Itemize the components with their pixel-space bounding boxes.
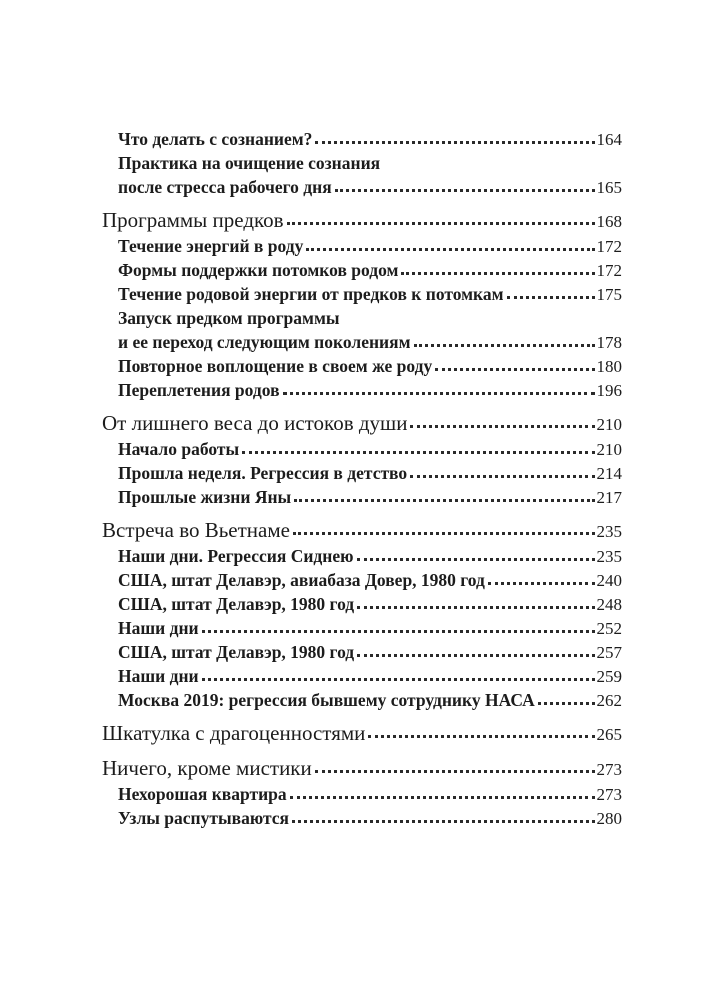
toc-entry-title: Ничего, кроме мистики — [102, 756, 312, 780]
toc-page-number: 262 — [596, 691, 622, 710]
toc-page-number: 180 — [596, 357, 622, 376]
toc-section-entry — [102, 151, 622, 175]
toc-section-entry — [102, 782, 622, 806]
toc-page-number: 165 — [596, 178, 622, 197]
toc-page-number: 259 — [596, 667, 622, 686]
toc-entry-title: Узлы распутываются — [118, 808, 290, 828]
toc-section-entry — [102, 568, 622, 592]
toc-dot-leader — [202, 630, 595, 633]
toc-page-number: 168 — [596, 212, 622, 231]
toc-section-entry — [102, 640, 622, 664]
toc-entry-title: Нехорошая квартира — [118, 784, 287, 804]
toc-dot-leader — [242, 451, 594, 454]
toc-chapter-entry — [102, 755, 622, 782]
toc-dot-leader — [435, 368, 594, 371]
toc-dot-leader — [283, 392, 595, 395]
toc-dot-leader — [357, 654, 594, 657]
toc-entry-title: Переплетения родов — [118, 380, 280, 400]
toc-entry-title: США, штат Делавэр, 1980 год — [118, 642, 355, 662]
toc-page-number: 210 — [596, 415, 622, 434]
toc-dot-leader — [335, 189, 595, 192]
toc-dot-leader — [292, 820, 594, 823]
toc-page-number: 164 — [596, 130, 622, 149]
toc-entry-title: США, штат Делавэр, авиабаза Довер, 1980 год — [118, 570, 485, 590]
toc-entry-title: Прошла неделя. Регрессия в детство — [118, 463, 408, 483]
toc-page-number: 235 — [596, 547, 622, 566]
toc-dot-leader — [401, 272, 594, 275]
toc-dot-leader — [315, 141, 594, 144]
toc-section-entry — [102, 175, 622, 199]
toc-page-number: 252 — [596, 619, 622, 638]
table-of-contents — [102, 127, 622, 830]
toc-entry-title: Программы предков — [102, 208, 284, 232]
toc-section-entry — [102, 544, 622, 568]
toc-section-entry — [102, 806, 622, 830]
toc-dot-leader — [293, 532, 595, 535]
toc-dot-leader — [414, 344, 595, 347]
toc-chapter-entry — [102, 720, 622, 747]
toc-page-number: 273 — [596, 785, 622, 804]
toc-entry-title: Что делать с сознанием? — [118, 129, 313, 149]
toc-page-number: 172 — [596, 237, 622, 256]
toc-dot-leader — [410, 425, 594, 428]
toc-entry-title: Начало работы — [118, 439, 240, 459]
toc-dot-leader — [306, 248, 594, 251]
toc-section-entry — [102, 592, 622, 616]
toc-page-number: 280 — [596, 809, 622, 828]
toc-page-number: 214 — [596, 464, 622, 483]
toc-section-entry — [102, 688, 622, 712]
toc-entry-title: Формы поддержки потомков родом — [118, 260, 399, 280]
toc-section-entry — [102, 437, 622, 461]
toc-section-entry — [102, 616, 622, 640]
toc-dot-leader — [290, 796, 595, 799]
toc-dot-leader — [287, 222, 595, 225]
toc-chapter-entry — [102, 410, 622, 437]
toc-dot-leader — [538, 702, 595, 705]
toc-entry-title: Прошлые жизни Яны — [118, 487, 292, 507]
toc-page-number: 273 — [596, 760, 622, 779]
toc-dot-leader — [410, 475, 594, 478]
toc-dot-leader — [202, 678, 595, 681]
toc-entry-title: Шкатулка с драгоценностями — [102, 721, 366, 745]
toc-section-entry — [102, 485, 622, 509]
toc-page-number: 240 — [596, 571, 622, 590]
toc-entry-title: Запуск предком программы — [118, 308, 340, 328]
toc-dot-leader — [357, 558, 595, 561]
toc-dot-leader — [357, 606, 594, 609]
toc-page-number: 196 — [596, 381, 622, 400]
toc-entry-title: США, штат Делавэр, 1980 год — [118, 594, 355, 614]
toc-entry-title: Встреча во Вьетнаме — [102, 518, 290, 542]
toc-page-number: 248 — [596, 595, 622, 614]
toc-section-entry — [102, 378, 622, 402]
toc-page-number: 217 — [596, 488, 622, 507]
toc-entry-title: Повторное воплощение в своем же роду — [118, 356, 433, 376]
toc-section-entry — [102, 282, 622, 306]
toc-dot-leader — [368, 735, 594, 738]
toc-dot-leader — [507, 296, 595, 299]
toc-section-entry — [102, 127, 622, 151]
toc-chapter-entry — [102, 517, 622, 544]
toc-page-number: 172 — [596, 261, 622, 280]
toc-entry-title: Практика на очищение сознания — [118, 153, 381, 173]
toc-page-number: 235 — [596, 522, 622, 541]
toc-entry-title: Наши дни — [118, 666, 199, 686]
toc-section-entry — [102, 234, 622, 258]
toc-dot-leader — [488, 582, 595, 585]
toc-section-entry — [102, 461, 622, 485]
toc-entry-title: и ее переход следующим поколениям — [118, 332, 411, 352]
toc-section-entry — [102, 664, 622, 688]
toc-dot-leader — [294, 499, 594, 502]
toc-section-entry — [102, 306, 622, 330]
toc-entry-title: Наши дни — [118, 618, 199, 638]
toc-section-entry — [102, 354, 622, 378]
toc-entry-title: Течение энергий в роду — [118, 236, 304, 256]
toc-entry-title: Наши дни. Регрессия Сиднею — [118, 546, 354, 566]
toc-entry-title: От лишнего веса до истоков души — [102, 411, 408, 435]
toc-entry-title: Москва 2019: регрессия бывшему сотруднику НАСА — [118, 690, 535, 710]
toc-section-entry — [102, 330, 622, 354]
toc-section-entry — [102, 258, 622, 282]
toc-entry-title: после стресса рабочего дня — [118, 177, 332, 197]
toc-page-number: 265 — [596, 725, 622, 744]
toc-entry-title: Течение родовой энергии от предков к потомкам — [118, 284, 504, 304]
toc-page-number: 175 — [596, 285, 622, 304]
toc-page-number: 257 — [596, 643, 622, 662]
toc-page-number: 178 — [596, 333, 622, 352]
toc-page-number: 210 — [596, 440, 622, 459]
toc-dot-leader — [315, 770, 595, 773]
toc-chapter-entry — [102, 207, 622, 234]
